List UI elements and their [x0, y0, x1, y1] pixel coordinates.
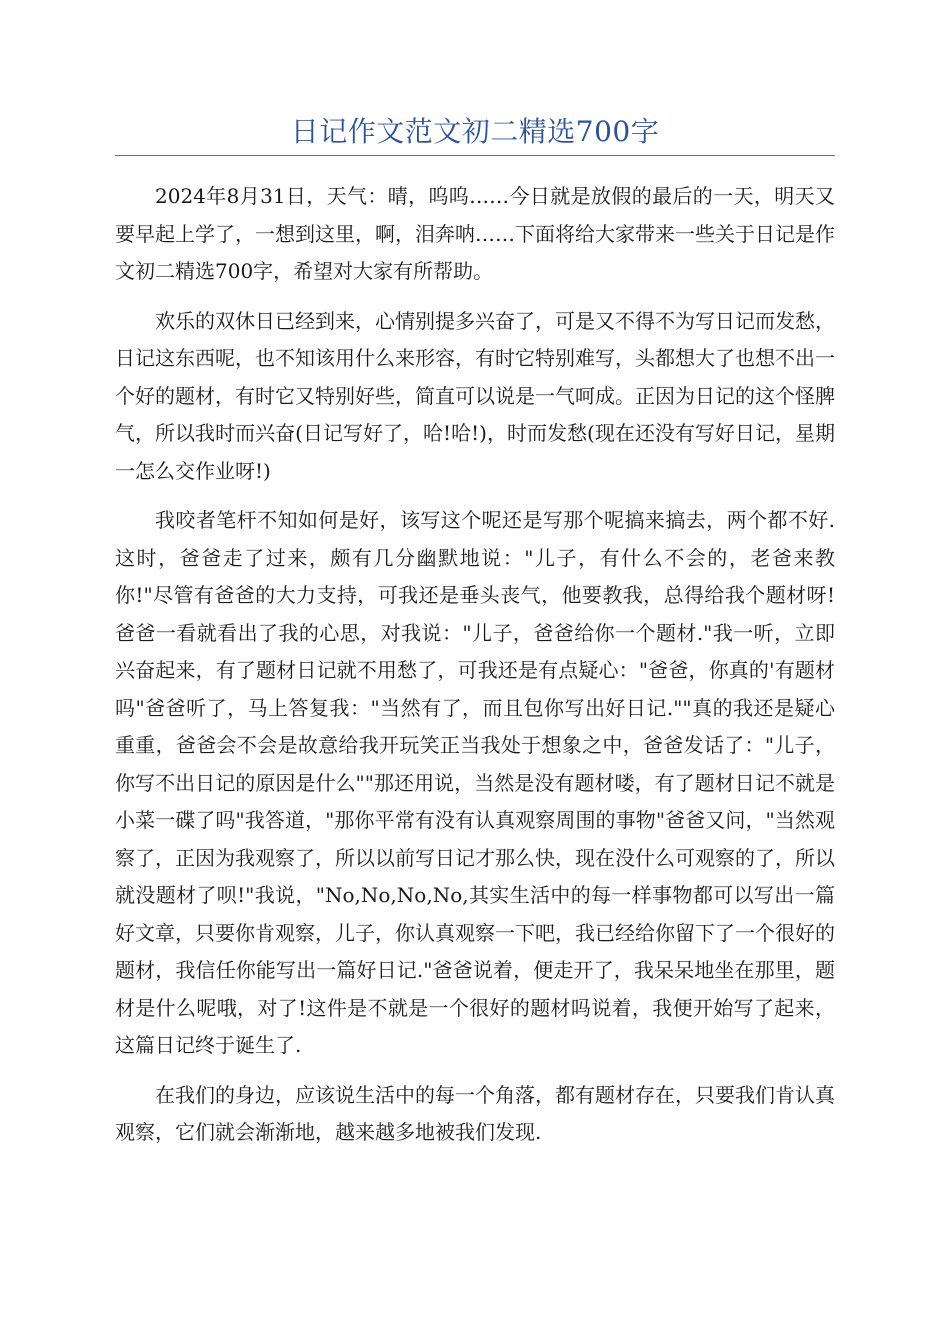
paragraph-weekend: 欢乐的双休日已经到来，心情别提多兴奋了，可是又不得不为写日记而发愁，日记这东西呢，也不知该用什么来形容，有时它特别难写，头都想大了也想不出一个好的题材，有时它又特别好些，简直可以说是一气呵成。正因为日记的这个怪脾气，所以我时而兴奋(日记写好了，哈!哈!)，时而发愁(现在还没有写好日记，星期一怎么交作业呀!) [115, 308, 835, 483]
page-title: 日记作文范文初二精选700字 [290, 115, 660, 148]
paragraph-conclusion: 在我们的身边，应该说生活中的每一个角落，都有题材存在，只要我们肯认真观察，它们就会渐渐地，越来越多地被我们发现. [115, 1082, 835, 1144]
title-divider [115, 155, 835, 156]
paragraph-dialogue: 我咬者笔杆不知如何是好，该写这个呢还是写那个呢搞来搞去，两个都不好.这时，爸爸走了过来，颇有几分幽默地说："儿子，有什么不会的，老爸来教你!"尽管有爸爸的大力支持，可我还是垂头丧气，他要教我，总得给我个题材呀!爸爸一看就看出了我的心思，对我说："儿子，爸爸给你一个题材."我一听，立即兴奋起来，有了题材日记就不用愁了，可我还是有点疑心："爸爸，你真的'有题材吗"爸爸听了，马上答复我："当然有了，而且包你写出好日记.""真的我还是疑心重重，爸爸会不会是故意给我开玩笑正当我处于想象之中，爸爸发话了："儿子，你写不出日记的原因是什么""那还用说，当然是没有题材喽，有了题材日记不就是小菜一碟了吗"我答道，"那你平常有没有认真观察周围的事物"爸爸又问，"当然观察了，正因为我观察了，所以以前写日记才那么快，现在没什么可观察的了，所以就没题材了呗!"我说，"No,No,No,No,其实生活中的每一样事物都可以写出一篇好文章，只要你肯观察，儿子，你认真观察一下吧，我已经给你留下了一个很好的题材，我信任你能写出一篇好日记."爸爸说着，便走开了，我呆呆地坐在那里，题材是什么呢哦，对了!这件是不就是一个很好的题材吗说着，我便开始写了起来，这篇日记终于诞生了. [115, 508, 835, 1057]
paragraph-intro: 2024年8月31日，天气：晴，呜呜……今日就是放假的最后的一天，明天又要早起上学了，一想到这里，啊，泪奔呐……下面将给大家带来一些关于日记是作文初二精选700字，希望对大家有所帮助。 [115, 184, 835, 283]
article-body [115, 178, 835, 1164]
